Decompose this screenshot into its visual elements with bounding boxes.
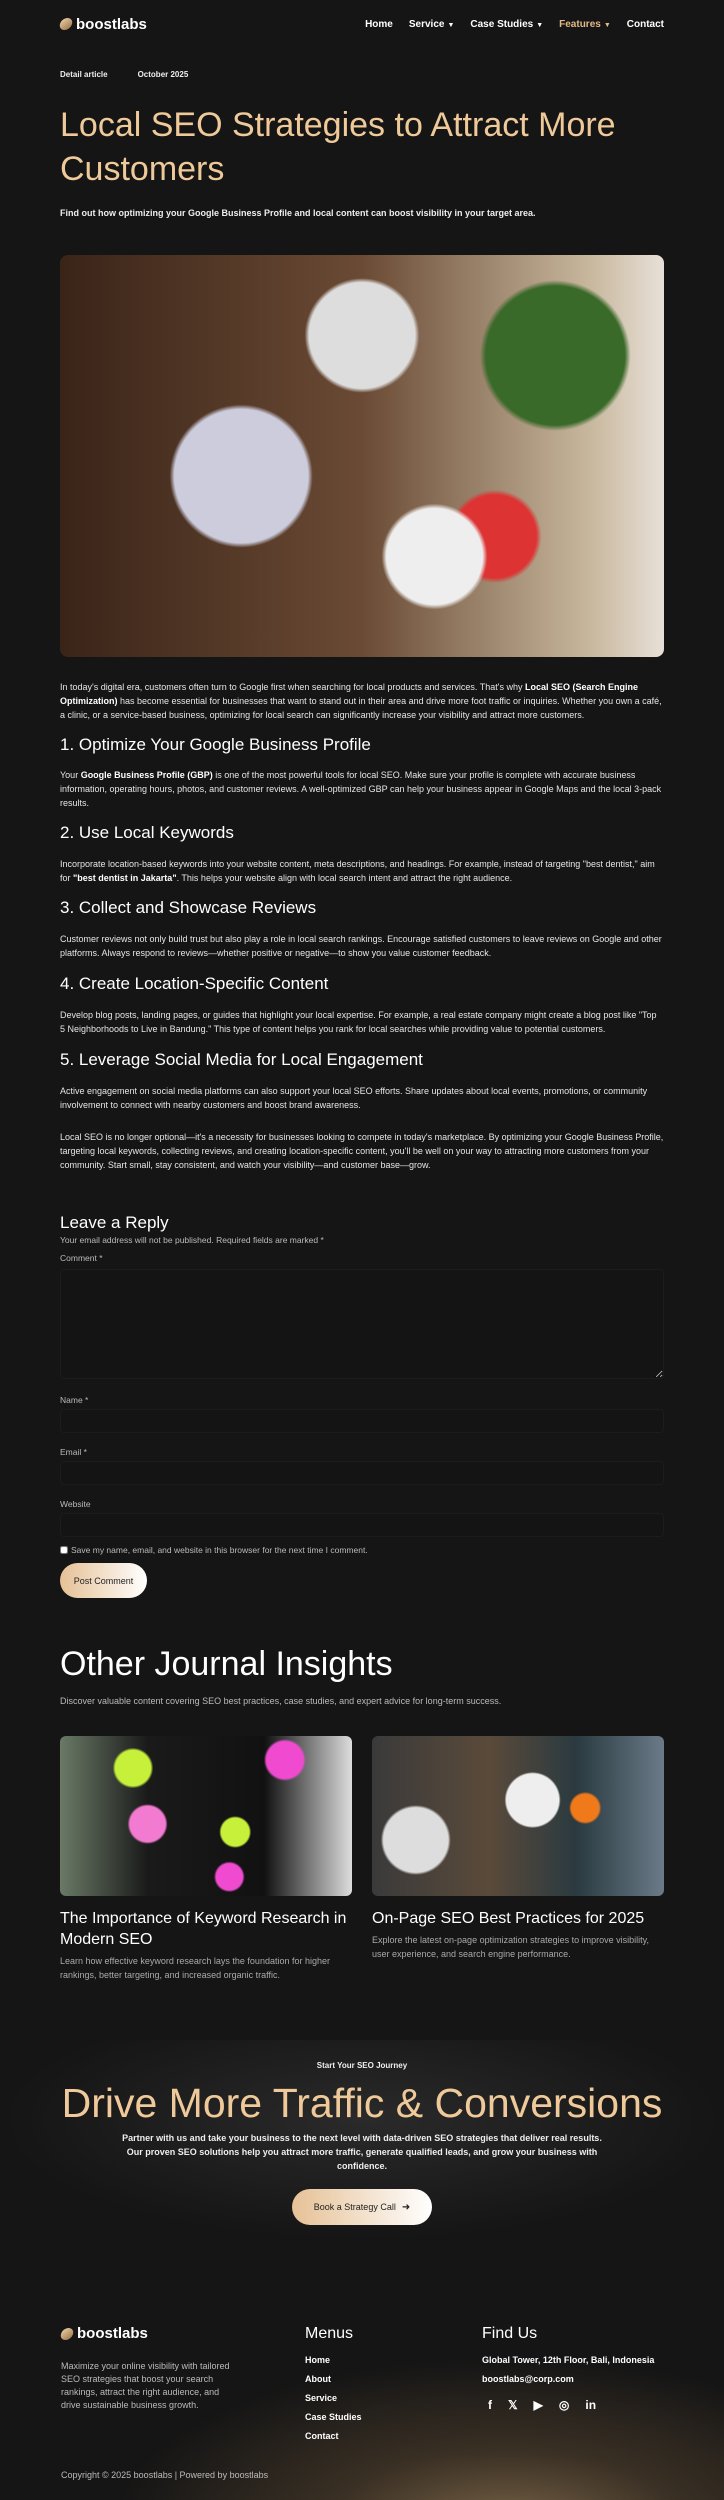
section-heading: 5. Leverage Social Media for Local Engagement [60, 1050, 423, 1069]
category: Detail article [60, 70, 108, 79]
x-icon[interactable]: 𝕏 [508, 2398, 518, 2412]
conclusion: Local SEO is no longer optional—it's a necessity for businesses looking to compete in today's marketplace. By optimizing your Google Business Profile, targeting local keywords, collecting reviews, and creating location-specific content, you'll be well on your way to attracting more customers from your community. Start small, stay consistent, and watch your visibility—and customer base—grow. [60, 1132, 664, 1170]
youtube-icon[interactable]: ▶ [533, 2398, 543, 2412]
website-input[interactable] [60, 1513, 664, 1537]
section-heading: 1. Optimize Your Google Business Profile [60, 735, 371, 754]
linkedin-icon[interactable]: in [585, 2398, 597, 2412]
section-heading: 2. Use Local Keywords [60, 823, 234, 842]
brand-logo[interactable]: boostlabs [60, 16, 147, 33]
comment-label: Comment * [60, 1253, 103, 1263]
card-title: The Importance of Keyword Research in Modern SEO [60, 1910, 347, 1948]
other-insights-title: Other Journal Insights [60, 1645, 393, 1683]
section-text: Incorporate location-based keywords into your website content, meta descriptions, and headings. For example, instead of targeting "best dentist," aim for "best dentist in Jakarta". This helps your website align with local search intent and attract the right audience. [60, 859, 655, 883]
email-input[interactable] [60, 1461, 664, 1485]
chevron-down-icon: ▼ [536, 21, 544, 29]
cta-title: Drive More Traffic & Conversions [61, 2080, 663, 2126]
footer-link-case-studies[interactable]: Case Studies [305, 2412, 362, 2422]
footer [0, 2310, 724, 2500]
book-call-button[interactable]: Book a Strategy Call ➜ [292, 2189, 432, 2225]
section-heading: 3. Collect and Showcase Reviews [60, 898, 317, 917]
post-comment-button[interactable]: Post Comment [60, 1563, 147, 1598]
section-text: Active engagement on social media platforms can also support your local SEO efforts. Share updates about local events, promotions, or community involvement to connect with nearby customers and boost brand awareness. [60, 1086, 648, 1110]
nav-service[interactable]: Service ▼ [408, 18, 455, 30]
journal-card[interactable] [60, 1736, 352, 1982]
rocket-icon [58, 18, 73, 30]
comment-textarea[interactable] [60, 1269, 664, 1379]
nav-home[interactable]: Home [365, 18, 393, 30]
footer-link-service[interactable]: Service [305, 2393, 338, 2403]
date: October 2025 [137, 70, 189, 79]
reply-title: Leave a Reply [60, 1213, 169, 1232]
section-heading: 4. Create Location-Specific Content [60, 974, 329, 993]
cta-text: Partner with us and take your business to the next level with data-driven SEO strategies that deliver real results. Our proven SEO solutions help you attract more traffic, generate qualified leads, and grow your business with confidence. [122, 2133, 602, 2171]
article-intro: In today's digital era, customers often turn to Google first when searching for local products and services. That's why Local SEO (Search Engine Optimization) has become essential for businesses that want to stand out in their area and drive more foot traffic or inquiries. Whether you own a café, a clinic, or a service-based business, optimizing for local search can significantly increase your visibility and attract more customers. [60, 682, 662, 720]
card-title: On-Page SEO Best Practices for 2025 [372, 1910, 645, 1927]
save-info-checkbox-row[interactable]: Save my name, email, and website in this browser for the next time I comment. [60, 1545, 664, 1555]
footer-link-contact[interactable]: Contact [305, 2431, 339, 2441]
card-image [372, 1736, 664, 1896]
top-nav [60, 14, 664, 34]
card-desc: Learn how effective keyword research lays the foundation for higher rankings, better targeting, and increased organic traffic. [60, 1956, 330, 1980]
card-desc: Explore the latest on-page optimization strategies to improve visibility, user experience, and search engine performance. [372, 1935, 649, 1959]
facebook-icon[interactable]: f [488, 2398, 492, 2412]
chevron-down-icon: ▼ [603, 21, 611, 29]
name-input[interactable] [60, 1409, 664, 1433]
cta-eyebrow: Start Your SEO Journey [316, 2061, 408, 2070]
hero-image [60, 255, 664, 657]
name-label: Name * [60, 1395, 89, 1405]
article-meta [60, 70, 188, 79]
page-title: Local SEO Strategies to Attract More Customers [60, 106, 616, 188]
footer-logo[interactable]: boostlabs [61, 2325, 231, 2342]
card-image [60, 1736, 352, 1896]
section-text: Customer reviews not only build trust but also play a role in local search rankings. Encourage satisfied customers to leave reviews on Google and other platforms. Always respond to reviews—whether positive or negative—to show you value customer feedback. [60, 934, 662, 958]
reply-note: Your email address will not be published. Required fields are marked * [60, 1235, 324, 1245]
find-us-title: Find Us [482, 2325, 538, 2342]
arrow-circle-icon: ➜ [401, 2201, 411, 2213]
footer-email[interactable]: boostlabs@corp.com [482, 2374, 574, 2384]
section-text: Develop blog posts, landing pages, or guides that highlight your local expertise. For example, a real estate company might create a blog post like "Top 5 Neighborhoods to Live in Bandung." This type of content helps you rank for local searches while providing value to potential customers. [60, 1010, 657, 1034]
copyright: Copyright © 2025 boostlabs | Powered by boostlabs [61, 2470, 269, 2480]
nav-case-studies[interactable]: Case Studies ▼ [470, 18, 544, 30]
instagram-icon[interactable]: ◎ [558, 2398, 570, 2412]
footer-link-about[interactable]: About [305, 2374, 331, 2384]
section-text: Your Google Business Profile (GBP) is one of the most powerful tools for local SEO. Make sure your profile is complete with accurate business information, operating hours, photos, and customer reviews. A well-optimized GBP can help your business appear in Google Maps and the local 3-pack results. [60, 770, 662, 808]
save-info-checkbox[interactable] [60, 1546, 68, 1554]
chevron-down-icon: ▼ [447, 21, 455, 29]
cta-section [0, 2040, 724, 2240]
other-insights-subtitle: Discover valuable content covering SEO best practices, case studies, and expert advice for long-term success. [60, 1696, 502, 1706]
nav-features[interactable]: Features ▼ [559, 18, 611, 30]
nav-contact[interactable]: Contact [626, 18, 664, 30]
rocket-icon [59, 2328, 74, 2340]
footer-address: Global Tower, 12th Floor, Bali, Indonesia [482, 2355, 655, 2365]
website-label: Website [60, 1499, 91, 1509]
page-subtitle: Find out how optimizing your Google Business Profile and local content can boost visibility in your target area. [60, 208, 536, 218]
email-label: Email * [60, 1447, 87, 1457]
footer-link-home[interactable]: Home [305, 2355, 331, 2365]
menus-title: Menus [305, 2325, 354, 2342]
footer-about: Maximize your online visibility with tailored SEO strategies that boost your search rankings, attract the right audience, and drive sustainable business growth. [61, 2361, 230, 2410]
journal-card[interactable] [372, 1736, 664, 1961]
